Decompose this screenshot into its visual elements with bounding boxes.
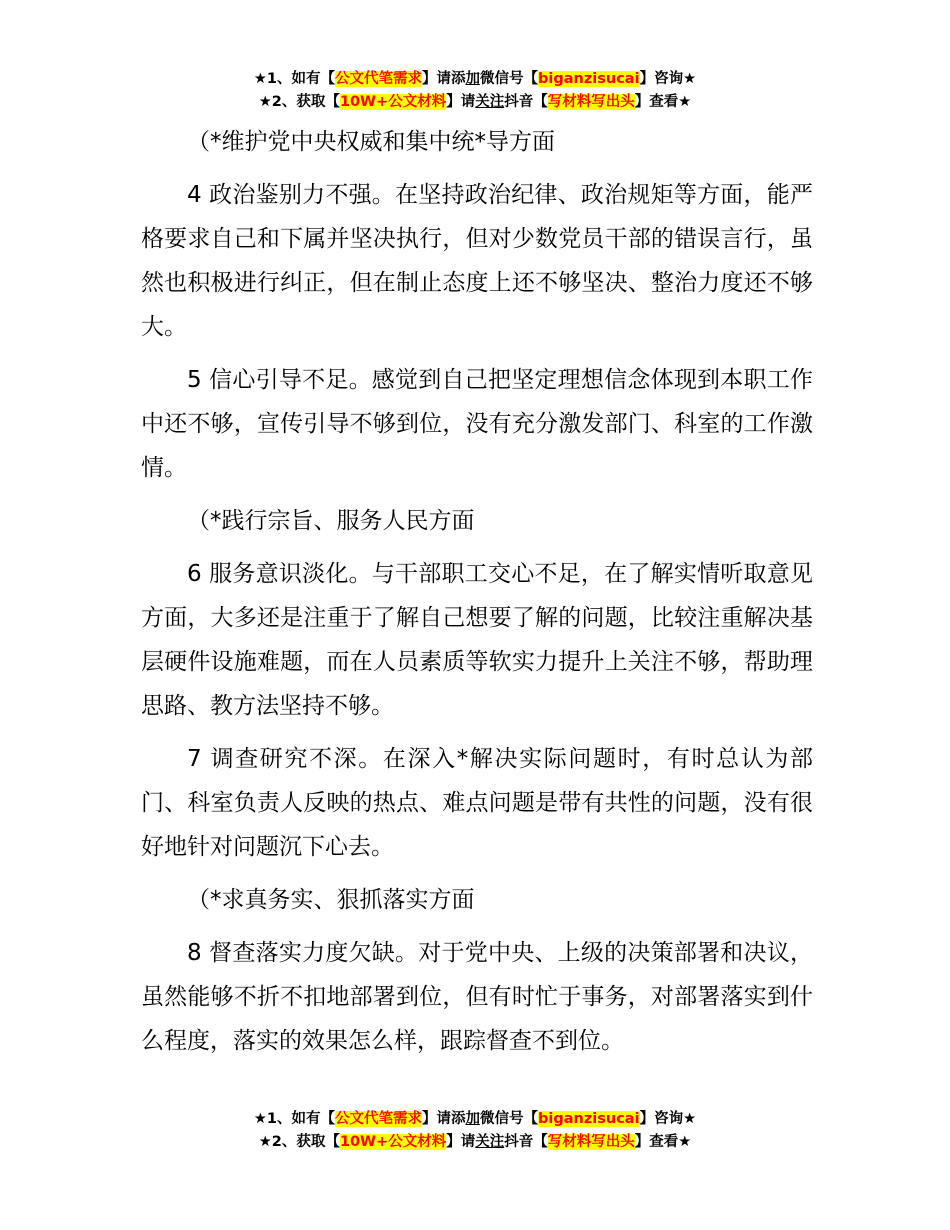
banner-text: ★1、如有【 xyxy=(253,1111,336,1127)
banner-line-2 xyxy=(0,1131,950,1154)
document-body xyxy=(141,120,813,1072)
banner-text: ★2、获取【 xyxy=(258,1134,340,1150)
banner-text: 】咨询★ xyxy=(639,1111,697,1127)
banner-text: 抖音【 xyxy=(504,94,548,110)
highlight-text: 公文代笔需求 xyxy=(335,1111,423,1127)
header-banner xyxy=(0,68,950,114)
highlight-text: 10W+公文材料 xyxy=(339,94,447,110)
banner-text: ★1、如有【 xyxy=(253,71,336,87)
banner-text: 】请 xyxy=(446,1134,476,1150)
footer-banner xyxy=(0,1108,950,1154)
banner-line-2 xyxy=(0,91,950,114)
banner-text: ★2、获取【 xyxy=(258,94,340,110)
banner-text: 微信号【 xyxy=(480,71,539,87)
paragraph: 7 调查研究不深。在深入*解决实际问题时，有时总认为部门、科室负责人反映的热点、难点问题是带有共性的问题，没有很好地针对问题沉下心去。 xyxy=(141,746,813,860)
section-heading: （*维护党中央权威和集中统*导方面 xyxy=(187,129,555,155)
banner-text: 】查看★ xyxy=(634,94,692,110)
banner-line-1 xyxy=(0,1108,950,1131)
highlight-text: 公文代笔需求 xyxy=(335,71,423,87)
banner-text: 】咨询★ xyxy=(639,71,697,87)
banner-line-1 xyxy=(0,68,950,91)
douyin-id-highlight: 写材料写出头 xyxy=(547,1134,635,1150)
banner-text: 】请添 xyxy=(422,71,466,87)
section-heading: （*践行宗旨、服务人民方面 xyxy=(187,508,475,534)
douyin-id-highlight: 写材料写出头 xyxy=(547,94,635,110)
underlined-text: 关注 xyxy=(475,1134,505,1150)
section-heading: （*求真务实、狠抓落实方面 xyxy=(187,887,475,913)
wechat-id-highlight: biganzisucai xyxy=(538,71,640,87)
banner-text: 】请 xyxy=(446,94,476,110)
paragraph: 5 信心引导不足。感觉到自己把坚定理想信念体现到本职工作中还不够，宣传引导不够到位，没有充分激发部门、科室的工作激情。 xyxy=(141,367,813,481)
underlined-text: 关注 xyxy=(475,94,505,110)
paragraph: 6 服务意识淡化。与干部职工交心不足，在了解实情听取意见方面，大多还是注重于了解自己想要了解的问题，比较注重解决基层硬件设施难题，而在人员素质等软实力提升上关注不够，帮助理思路、教方法坚持不够。 xyxy=(141,561,813,719)
paragraph: 4 政治鉴别力不强。在坚持政治纪律、政治规矩等方面，能严格要求自己和下属并坚决执行，但对少数党员干部的错误言行，虽然也积极进行纠正，但在制止态度上还不够坚决、整治力度还不够大。 xyxy=(141,182,813,340)
highlight-text: 10W+公文材料 xyxy=(339,1134,447,1150)
banner-text: 抖音【 xyxy=(504,1134,548,1150)
paragraph: 8 督查落实力度欠缺。对于党中央、上级的决策部署和决议，虽然能够不折不扣地部署到位，但有时忙于事务，对部署落实到什么程度，落实的效果怎么样，跟踪督查不到位。 xyxy=(141,940,813,1054)
wechat-id-highlight: biganzisucai xyxy=(538,1111,640,1127)
banner-text: 微信号【 xyxy=(480,1111,539,1127)
underlined-text: 加 xyxy=(465,71,481,87)
underlined-text: 加 xyxy=(465,1111,481,1127)
banner-text: 】请添 xyxy=(422,1111,466,1127)
banner-text: 】查看★ xyxy=(634,1134,692,1150)
